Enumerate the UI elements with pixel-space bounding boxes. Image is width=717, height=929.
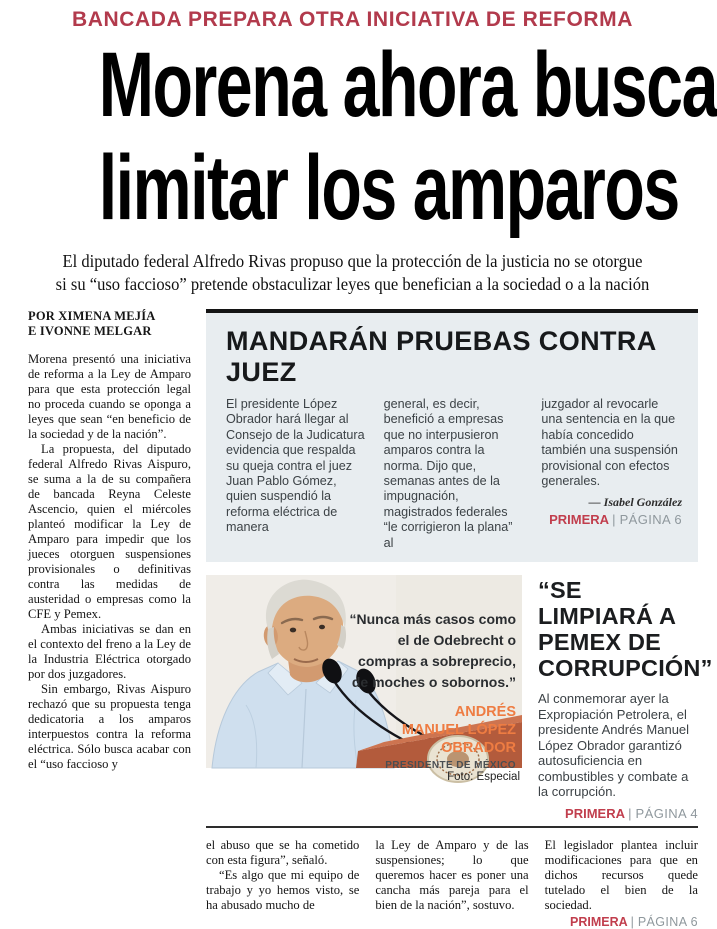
page-separator: | (628, 805, 632, 821)
article-paragraph: Sin embargo, Rivas Aispuro rechazó que su propuesta tenga dedicatoria a los amparos interpuestos contra la reforma eléctrica. Sólo busca acabar con el “uso faccioso y (28, 682, 191, 771)
juez-column-3-text: juzgador al revocarle una sentencia en la que había concedido también una suspensión provisional con efectos generales. (541, 397, 678, 489)
article-paragraph: la Ley de Amparo y de las suspensiones; lo que queremos hacer es poner una cancha más pareja para el bien de la nación”, sostuvo. (375, 837, 529, 912)
juez-story-box (206, 313, 698, 562)
subheadline-line-1: El diputado federal Alfredo Rivas propuso que la protección de la justicia no se otorgue (62, 251, 643, 271)
continuation-column-3 (545, 838, 698, 929)
section-label: PRIMERA (565, 805, 625, 821)
pemex-page-reference (538, 806, 698, 821)
reporter-credit: — Isabel González (588, 495, 683, 510)
article-paragraph: El legislador plantea incluir modificaciones para que en dichos recursos quede tutelado el bien de la sociedad. (544, 837, 698, 912)
main-headline (0, 34, 717, 240)
pemex-story (538, 575, 713, 821)
pemex-body: Al conmemorar ayer la Expropiación Petrolera, el presidente Andrés Manuel López Obrador garantizó autosuficiencia en combustibles y combate a la corrupción. (538, 691, 690, 800)
juez-headline: MANDARÁN PRUEBAS CONTRA JUEZ (226, 326, 656, 387)
juez-column-1 (226, 397, 367, 551)
section-label: PRIMERA (570, 914, 628, 929)
quote-speaker-role: PRESIDENTE DE MÉXICO (385, 760, 516, 772)
quote-text: “Nunca más casos como el de Odebrecht o compras a sobreprecio, de moches o sobornos.” (349, 611, 516, 691)
continuation-column-2 (375, 838, 528, 929)
kicker: BANCADA PREPARA OTRA INICIATIVA DE REFORMA (71, 8, 634, 31)
byline-line-1: POR XIMENA MEJÍA (28, 309, 156, 323)
juez-column-3 (541, 397, 682, 551)
byline (28, 309, 191, 339)
page-separator: | (630, 914, 635, 929)
photo-caption: Foto: Especial (447, 771, 520, 784)
page-label: PÁGINA 6 (637, 914, 698, 929)
article-paragraph: Ambas iniciativas se dan en el contexto del freno a la Ley de la Industria Eléctrica otorgado por dos juzgadores. (28, 622, 191, 681)
article-paragraph: “Es algo que mi equipo de trabajo y yo hemos visto, se ha abusado mucho de (206, 867, 360, 912)
pemex-headline: “SE LIMPIARÁ A PEMEX DE CORRUPCIÓN” (538, 577, 713, 682)
main-content-row (0, 309, 713, 929)
article-paragraph: Morena presentó una iniciativa de reforma a la Ley de Amparo para que esta protección legal no proceda cuando se oponga a leyes que sean “en beneficio de la sociedad y de la nación”. (28, 352, 191, 441)
article-paragraph: el abuso que se ha cometido con esta figura”, señaló. (206, 837, 360, 867)
juez-columns (226, 397, 682, 551)
article-left-column (28, 309, 191, 929)
photo-and-pemex-row (206, 575, 713, 821)
headline-line-2: limitar los amparos (98, 137, 679, 239)
page-label: PÁGINA 6 (619, 512, 683, 528)
section-label: PRIMERA (549, 512, 609, 528)
pull-quote (344, 609, 516, 771)
juez-page-reference (541, 512, 682, 527)
headline-line-1: Morena ahora busca (98, 34, 717, 136)
photo-amlo (206, 575, 522, 821)
juez-column-2 (384, 397, 525, 551)
byline-line-2: E IVONNE MELGAR (28, 324, 152, 338)
article-continuation-row (206, 838, 698, 929)
page-label: PÁGINA 4 (635, 805, 698, 821)
juez-column-1-text: El presidente López Obrador hará llegar al Consejo de la Judicatura evidencia que respalda su queja contra el juez Juan Pablo Gómez, quien suspendió la reforma eléctrica de manera (226, 397, 365, 535)
juez-column-2-text: general, es decir, benefició a empresas que no interpusieron amparos contra la norma. Dijo que, semanas antes de la impugnación, magistrados federales “le corrigieron la plana” al (383, 397, 513, 550)
horizontal-rule (206, 826, 698, 828)
right-section (206, 309, 713, 929)
continuation-column-1 (206, 838, 359, 929)
quote-speaker: ANDRÉS MANUEL LÓPEZ OBRADOR (401, 704, 516, 757)
page-separator: | (612, 512, 616, 528)
subheadline (0, 250, 705, 296)
article-page-reference (545, 915, 698, 929)
article-paragraph: La propuesta, del diputado federal Alfredo Rivas Aispuro, se suma a la de su compañera de bancada Reyna Celeste Ascencio, quien el miércoles planteó modificar la Ley de Amparo para impedir que los jueces otorguen suspensiones provisionales o definitivas contra las medidas de austeridad o empresas como la CFE y Pemex. (28, 442, 191, 621)
subheadline-line-2: si su “uso faccioso” pretende obstaculizar leyes que benefician a la sociedad o a la nación (55, 274, 650, 294)
